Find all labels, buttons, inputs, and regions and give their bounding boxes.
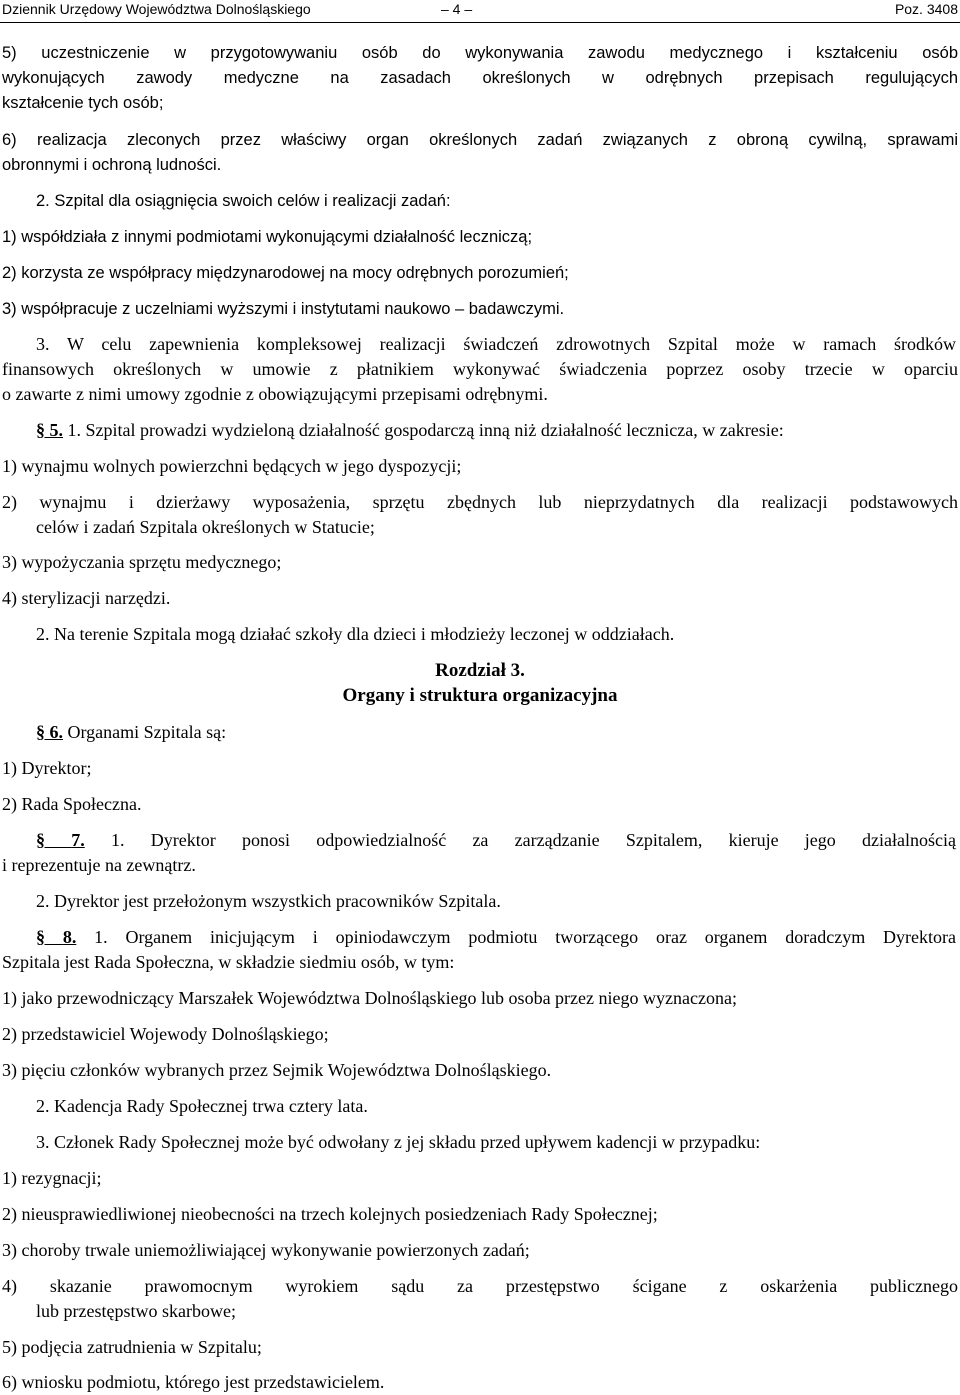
chapter-title: Organy i struktura organizacyjna	[342, 685, 618, 706]
section-5-item-2-line-1: 2) wynajmu i dzierżawy wyposażenia, sprzętu zbędnych lub nieprzydatnych dla realizacji podstawowych	[2, 492, 958, 512]
paragraph-3-item-4-line-2: lub przestępstwo skarbowe;	[36, 1301, 236, 1321]
section-4-paragraph-2: 2. Szpital dla osiągnięcia swoich celów i realizacji zadań:	[36, 192, 451, 210]
section-6-mark: § 6.	[36, 722, 63, 742]
section-7-mark: § 7.	[36, 830, 85, 850]
item-5-line-2: wykonujących zawody medyczne na zasadach określonych w odrębnych przepisach regulujących	[2, 69, 958, 87]
chapter-number: Rozdział 3.	[435, 660, 525, 681]
section-7-paragraph-1-line-2: i reprezentuje na zewnątrz.	[2, 855, 196, 875]
section-6-item-1: 1) Dyrektor;	[2, 758, 92, 778]
section-5-item-4: 4) sterylizacji narzędzi.	[2, 588, 171, 608]
paragraph-3-item-2: 2) nieusprawiedliwionej nieobecności na trzech kolejnych posiedzeniach Rady Społecznej;	[2, 1204, 658, 1224]
section-5-item-3: 3) wypożyczania sprzętu medycznego;	[2, 552, 282, 572]
section-6-text: § 6. Organami Szpitala są:	[36, 722, 227, 742]
section-4-paragraph-3-line-2: finansowych określonych w umowie z płatnikiem wykonywać świadczenia poprzez osoby trzecie w oparciu	[2, 359, 958, 379]
paragraph-3-item-5: 5) podjęcia zatrudnienia w Szpitalu;	[2, 1337, 262, 1357]
journal-title: Dziennik Urzędowy Województwa Dolnośląskiego	[2, 1, 311, 17]
section-8-item-1: 1) jako przewodniczący Marszałek Województwa Dolnośląskiego lub osoba przez niego wyznaczona;	[2, 988, 737, 1008]
item-5-line-1: 5) uczestniczenie w przygotowywaniu osób do wykonywania zawodu medycznego i kształceniu osób	[2, 44, 958, 62]
section-5-paragraph-1: § 5. 1. Szpital prowadzi wydzieloną działalność gospodarczą inną niż działalność lecznicza, w zakresie:	[36, 420, 784, 440]
section-4-paragraph-3-line-1: 3. W celu zapewnienia kompleksowej realizacji świadczeń zdrowotnych Szpital może w ramach środków	[36, 334, 956, 354]
section-8-paragraph-1-line-2: Szpitala jest Rada Społeczna, w składzie siedmiu osób, w tym:	[2, 952, 455, 972]
section-8-paragraph-1-line-1: § 8. 1. Organem inicjującym i opiniodawczym podmiotu tworzącego oraz organem doradczym Dyrektora	[36, 927, 956, 947]
item-5-line-3: kształcenie tych osób;	[2, 94, 164, 112]
section-8-paragraph-2: 2. Kadencja Rady Społecznej trwa cztery lata.	[36, 1096, 368, 1116]
paragraph-3-item-4-line-1: 4) skazanie prawomocnym wyrokiem sądu za przestępstwo ścigane z oskarżenia publicznego	[2, 1276, 958, 1296]
section-8-paragraph-3: 3. Członek Rady Społecznej może być odwołany z jej składu przed upływem kadencji w przypadku:	[36, 1132, 761, 1152]
section-6-item-2: 2) Rada Społeczna.	[2, 794, 142, 814]
paragraph-3-item-3: 3) choroby trwale uniemożliwiającej wykonywanie powierzonych zadań;	[2, 1240, 530, 1260]
paragraph-2-item-3: 3) współpracuje z uczelniami wyższymi i instytutami naukowo – badawczymi.	[2, 300, 565, 318]
section-5-item-1: 1) wynajmu wolnych powierzchni będących w jego dyspozycji;	[2, 456, 462, 476]
section-4-paragraph-3-line-3: o zawarte z nimi umowy zgodnie z obowiązującymi przepisami odrębnymi.	[2, 384, 548, 404]
page-header	[0, 0, 960, 23]
section-8-mark: § 8.	[36, 927, 77, 947]
page-number: – 4 –	[441, 1, 473, 17]
section-5-paragraph-2: 2. Na terenie Szpitala mogą działać szkoły dla dzieci i młodzieży leczonej w oddziałach.	[36, 624, 675, 644]
paragraph-2-item-1: 1) współdziała z innymi podmiotami wykonującymi działalność leczniczą;	[2, 228, 533, 246]
item-6-line-2: obronnymi i ochroną ludności.	[2, 156, 222, 174]
section-5-mark: § 5.	[36, 420, 63, 440]
paragraph-2-item-2: 2) korzysta ze współpracy międzynarodowej na mocy odrębnych porozumień;	[2, 264, 569, 282]
section-8-item-3: 3) pięciu członków wybranych przez Sejmik Województwa Dolnośląskiego.	[2, 1060, 552, 1080]
item-6-line-1: 6) realizacja zleconych przez właściwy organ określonych zadań związanych z obroną cywilną, sprawami	[2, 131, 958, 149]
section-8-item-2: 2) przedstawiciel Wojewody Dolnośląskiego;	[2, 1024, 329, 1044]
section-7-paragraph-2: 2. Dyrektor jest przełożonym wszystkich pracowników Szpitala.	[36, 891, 501, 911]
paragraph-3-item-6: 6) wniosku podmiotu, którego jest przedstawicielem.	[2, 1372, 385, 1392]
section-5-item-2-line-2: celów i zadań Szpitala określonych w Statucie;	[36, 517, 375, 537]
paragraph-3-item-1: 1) rezygnacji;	[2, 1168, 102, 1188]
section-7-paragraph-1-line-1: § 7. 1. Dyrektor ponosi odpowiedzialność za zarządzanie Szpitalem, kieruje jego działalnością	[36, 830, 956, 850]
position-number: Poz. 3408	[894, 1, 958, 17]
